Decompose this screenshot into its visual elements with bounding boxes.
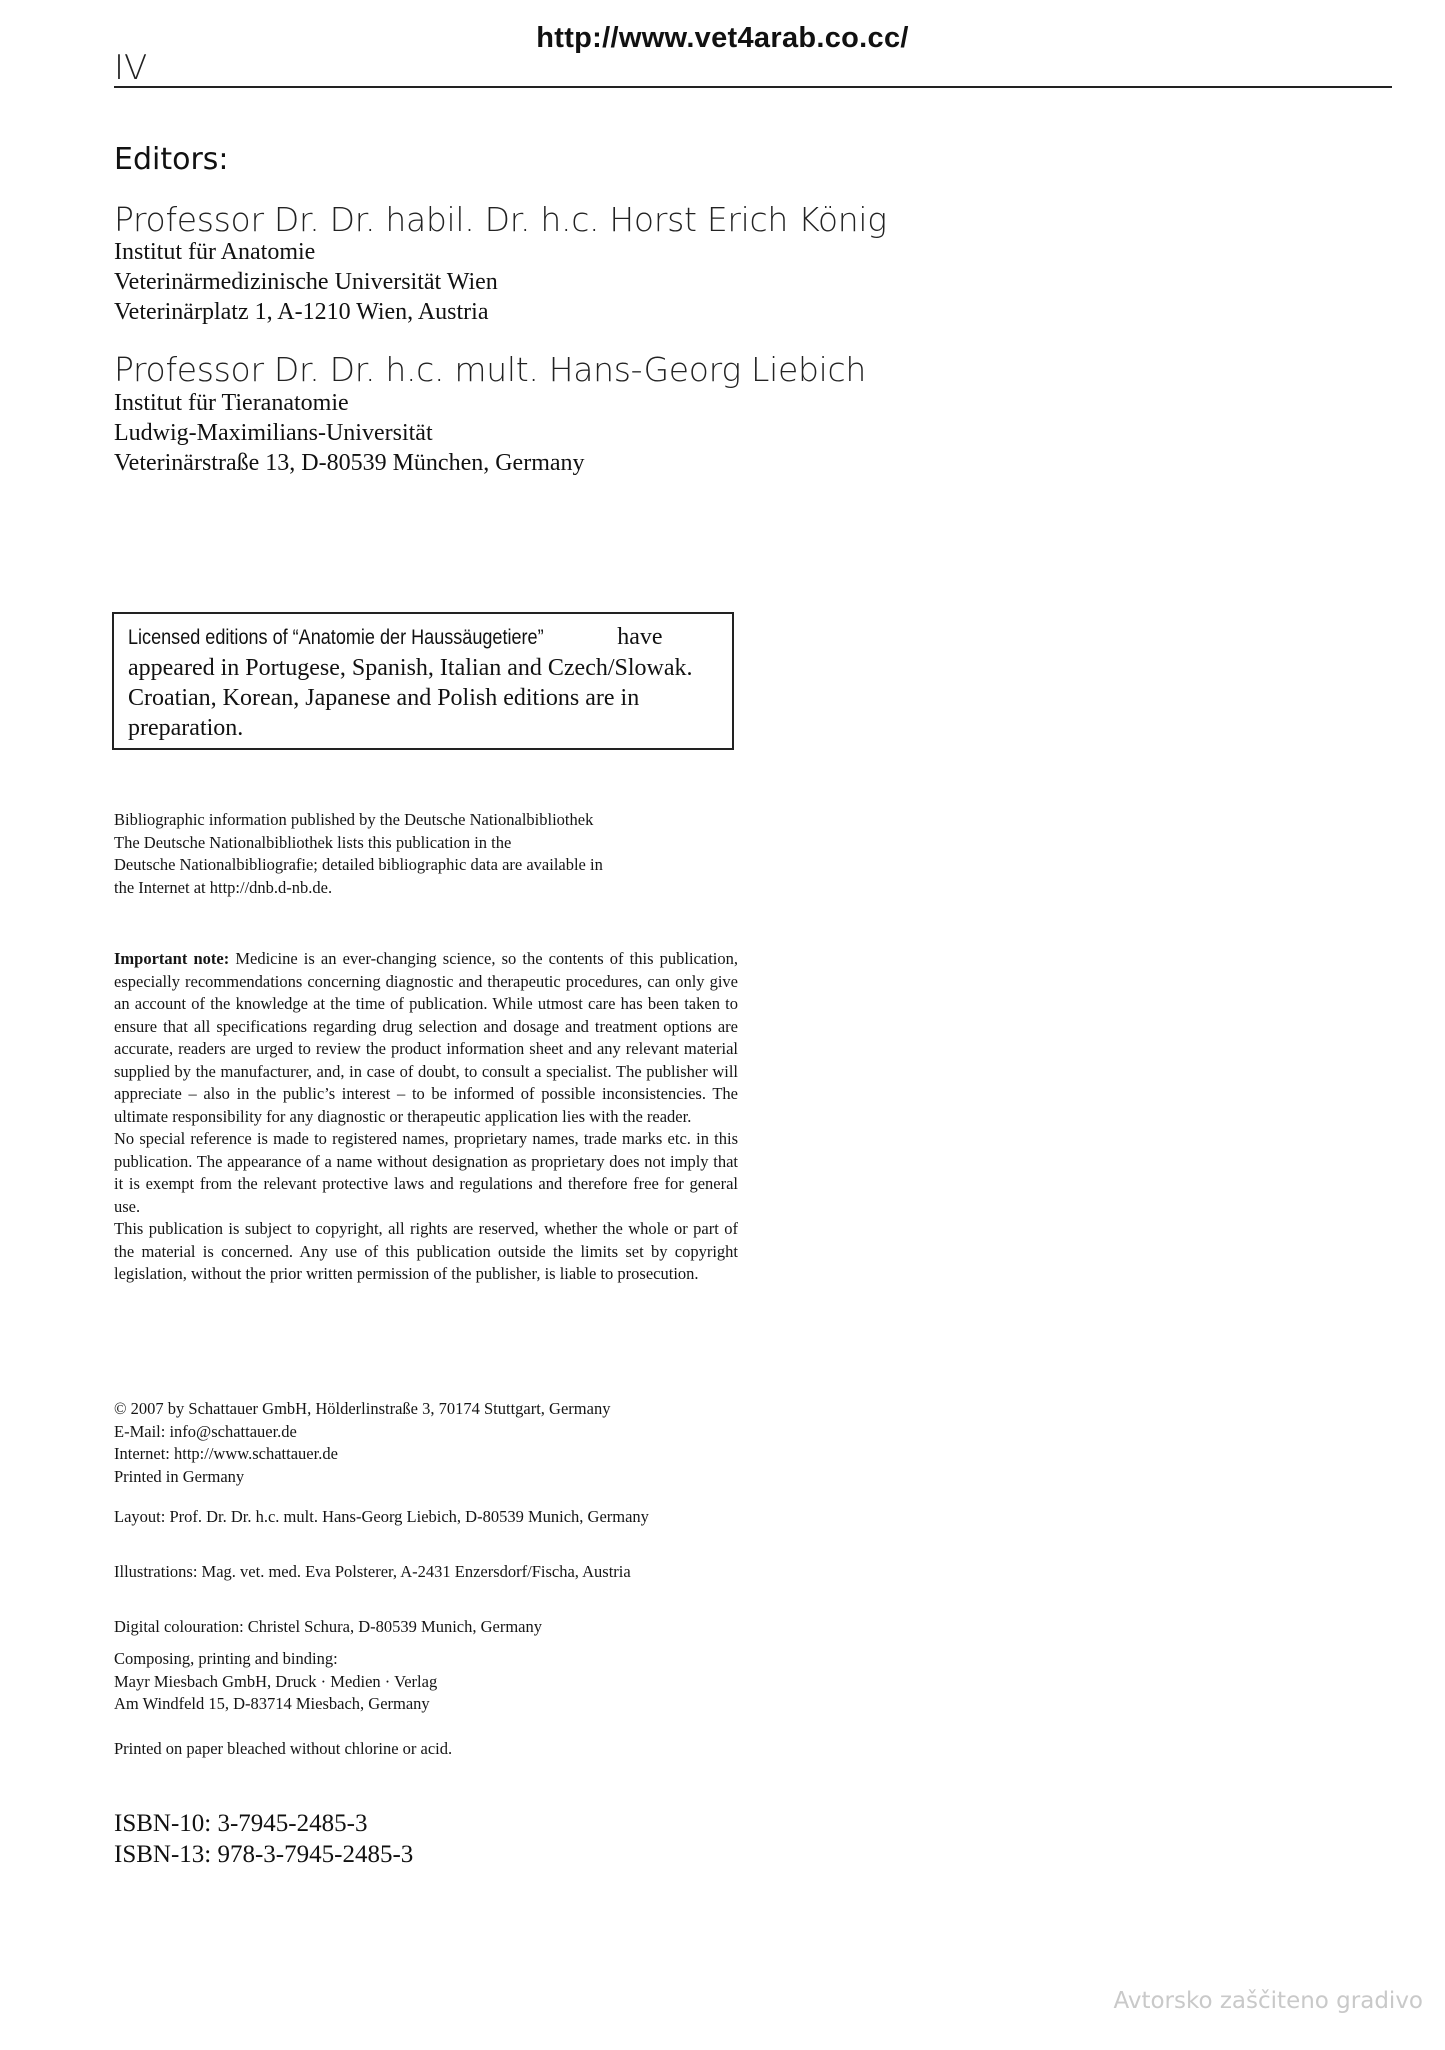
important-note-paragraph-3: This publication is subject to copyright, all rights are reserved, whether the whole or part of the material is concerned. Any use of this publication outside the limits set by copyright legislation, without the prior written permission of the publisher, is liable to prosecution.	[114, 1219, 738, 1283]
editor-address-koenig	[114, 237, 498, 327]
address-line: Ludwig-Maximilians-Universität	[114, 420, 433, 446]
page-number: IV	[114, 48, 148, 88]
editors-heading: Editors:	[114, 142, 229, 177]
editor-address-liebich	[114, 388, 585, 478]
copyright-line: © 2007 by Schattauer GmbH, Hölderlinstraße 3, 70174 Stuttgart, Germany	[114, 1399, 611, 1418]
editor-name-liebich: Professor Dr. Dr. h.c. mult. Hans-Georg Liebich	[114, 350, 866, 389]
address-line: Institut für Tieranatomie	[114, 390, 349, 416]
credit-colouration: Digital colouration: Christel Schura, D-80539 Munich, Germany	[114, 1617, 543, 1636]
email-line: E-Mail: info@schattauer.de	[114, 1421, 297, 1441]
composing-line: Composing, printing and binding:	[114, 1649, 338, 1668]
address-line: Veterinärmedizinische Universität Wien	[114, 269, 498, 295]
isbn-10: ISBN-10: 3-7945-2485-3	[114, 1810, 368, 1837]
important-note-paragraph-2: No special reference is made to registered names, proprietary names, trade marks etc. in this publication. The appearance of a name without designation as proprietary does not imply that it is exempt from the relevant protective laws and regulations and therefore free for general use.	[114, 1129, 738, 1216]
isbn-13: ISBN-13: 978-3-7945-2485-3	[114, 1841, 414, 1868]
credit-paper: Printed on paper bleached without chlorine or acid.	[114, 1739, 453, 1758]
credit-layout: Layout: Prof. Dr. Dr. h.c. mult. Hans-Georg Liebich, D-80539 Munich, Germany	[114, 1507, 649, 1526]
credit-illustrations: Illustrations: Mag. vet. med. Eva Polsterer, A-2431 Enzersdorf/Fischa, Austria	[114, 1562, 631, 1581]
bibliographic-information	[114, 809, 754, 899]
biblio-line: the Internet at http://dnb.d-nb.de.	[114, 877, 333, 897]
license-notice-box	[112, 612, 734, 750]
important-note-paragraph-1	[114, 948, 738, 1128]
important-note	[114, 948, 738, 1286]
biblio-line: Deutsche Nationalbibliografie; detailed bibliographic data are available in	[114, 855, 603, 874]
license-notice-lead: Licensed editions of “Anatomie der Haussäugetiere”	[128, 626, 544, 649]
address-line: Veterinärplatz 1, A-1210 Wien, Austria	[114, 299, 489, 325]
address-line: Institut für Anatomie	[114, 239, 316, 265]
isbn-block	[114, 1808, 413, 1870]
important-note-label: Important note:	[114, 949, 230, 968]
composing-line: Am Windfeld 15, D-83714 Miesbach, Germany	[114, 1694, 430, 1713]
source-url: http://www.vet4arab.co.cc/	[536, 22, 909, 54]
composing-line: Mayr Miesbach GmbH, Druck · Medien · Verlag	[114, 1671, 438, 1691]
biblio-line: The Deutsche Nationalbibliothek lists this publication in the	[114, 832, 512, 852]
internet-line: Internet: http://www.schattauer.de	[114, 1444, 338, 1463]
address-line: Veterinärstraße 13, D-80539 München, Germany	[114, 450, 585, 476]
printed-in-line: Printed in Germany	[114, 1466, 245, 1486]
credit-composing	[114, 1648, 734, 1716]
copyright-watermark: Avtorsko zaščiteno gradivo	[1113, 1988, 1423, 2014]
editor-name-koenig: Professor Dr. Dr. habil. Dr. h.c. Horst Erich König	[114, 200, 887, 239]
biblio-line: Bibliographic information published by the Deutsche Nationalbibliothek	[114, 810, 594, 829]
copyright-block	[114, 1398, 754, 1488]
important-note-text: Medicine is an ever-changing science, so the contents of this publication, especially recommendations concerning diagnostic and therapeutic procedures, can only give an account of the knowledge at the time of publication. While utmost care has been taken to ensure that all specifications regarding drug selection and dosage and treatment options are accurate, readers are urged to review the product information sheet and any relevant material supplied by the manufacturer, and, in case of doubt, to consult a specialist. The publisher will appreciate – also in the public’s interest – to be informed of possible inconsistencies. The ultimate responsibility for any diagnostic or therapeutic application lies with the reader.	[114, 949, 738, 1126]
header-rule	[114, 86, 1392, 88]
license-notice-text: have appeared in Portugese, Spanish, Italian and Czech/Slowak. Croatian, Korean, Japanese and Polish editions are in preparation.	[128, 624, 693, 741]
